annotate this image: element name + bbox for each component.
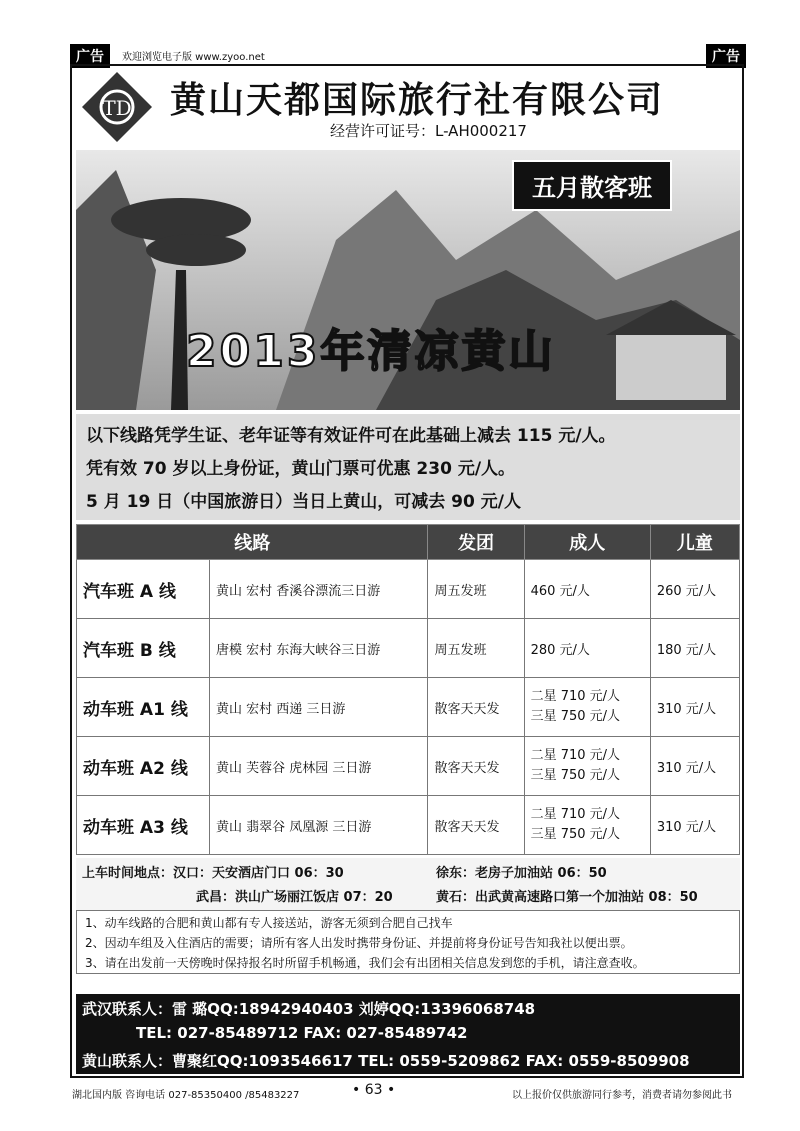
svg-text:TD: TD [102, 96, 132, 120]
note-line: 2、因动车组及入住酒店的需要；请所有客人出发时携带身份证、并提前将身份证号告知我社以便出票。 [85, 936, 633, 950]
company-logo-icon [80, 70, 154, 144]
discount-line: 以下线路凭学生证、老年证等有效证件可在此基础上减去 115 元/人。 [86, 426, 616, 446]
ad-label-right: 广告 [706, 44, 746, 68]
discount-line: 5 月 19 日（中国旅游日）当日上黄山，可减去 90 元/人 [86, 492, 521, 512]
table-row: 动车班 A2 线 黄山 芙蓉谷 虎林园 三日游 散客天天发 二星 710 元/人 三星 750 元/人 310 元/人 [77, 737, 740, 796]
month-badge: 五月散客班 [512, 160, 672, 211]
note-line: 1、动车线路的合肥和黄山都有专人接送站，游客无须到合肥自己找车 [85, 916, 453, 930]
header-adult: 成人 [524, 525, 650, 560]
routes-table [76, 524, 740, 855]
table-row: 动车班 A3 线 黄山 翡翠谷 凤凰源 三日游 散客天天发 二星 710 元/人 三星 750 元/人 310 元/人 [77, 796, 740, 855]
discount-line: 凭有效 70 岁以上身份证，黄山门票可优惠 230 元/人。 [86, 459, 516, 479]
site-url: 欢迎浏览电子版 www.zyoo.net [122, 52, 265, 63]
ad-label-left: 广告 [70, 44, 110, 68]
table-row: 汽车班 B 线 唐模 宏村 东海大峡谷三日游 周五发班 280 元/人 180 元/人 [77, 619, 740, 678]
license-number: 经营许可证号：L-AH000217 [330, 122, 527, 140]
contact-bar: 武汉联系人：雷 璐QQ:18942940403 刘婷QQ:13396068748 TEL: 027-85489712 FAX: 027-85489742 黄山联系人：曹聚红QQ:1093546617 TEL: 0559-5209862 FAX: 0559-8509908 [76, 994, 740, 1074]
note-line: 3、请在出发前一天傍晚时保持报名时所留手机畅通，我们会有出团相关信息发到您的手机，请注意查收。 [85, 956, 645, 970]
table-row: 动车班 A1 线 黄山 宏村 西递 三日游 散客天天发 二星 710 元/人 三星 750 元/人 310 元/人 [77, 678, 740, 737]
header-route: 线路 [77, 525, 428, 560]
banner-title: 2013年清凉黄山 [186, 326, 556, 377]
table-header [77, 525, 740, 560]
page-number: • 63 • [352, 1082, 396, 1098]
table-row: 汽车班 A 线 黄山 宏村 香溪谷漂流三日游 周五发班 460 元/人 260 元/人 [77, 560, 740, 619]
header-child: 儿童 [650, 525, 739, 560]
company-name: 黄山天都国际旅行社有限公司 [170, 80, 665, 121]
pickup-info: 上车时间地点：汉口：天安酒店门口 06：30 徐东：老房子加油站 06：50 武昌：洪山广场丽江饭店 07：20 黄石：出武黄高速路口第一个加油站 08：50 [76, 858, 740, 910]
header-depart: 发团 [428, 525, 524, 560]
discount-box [76, 414, 740, 520]
notes-box [76, 910, 740, 974]
